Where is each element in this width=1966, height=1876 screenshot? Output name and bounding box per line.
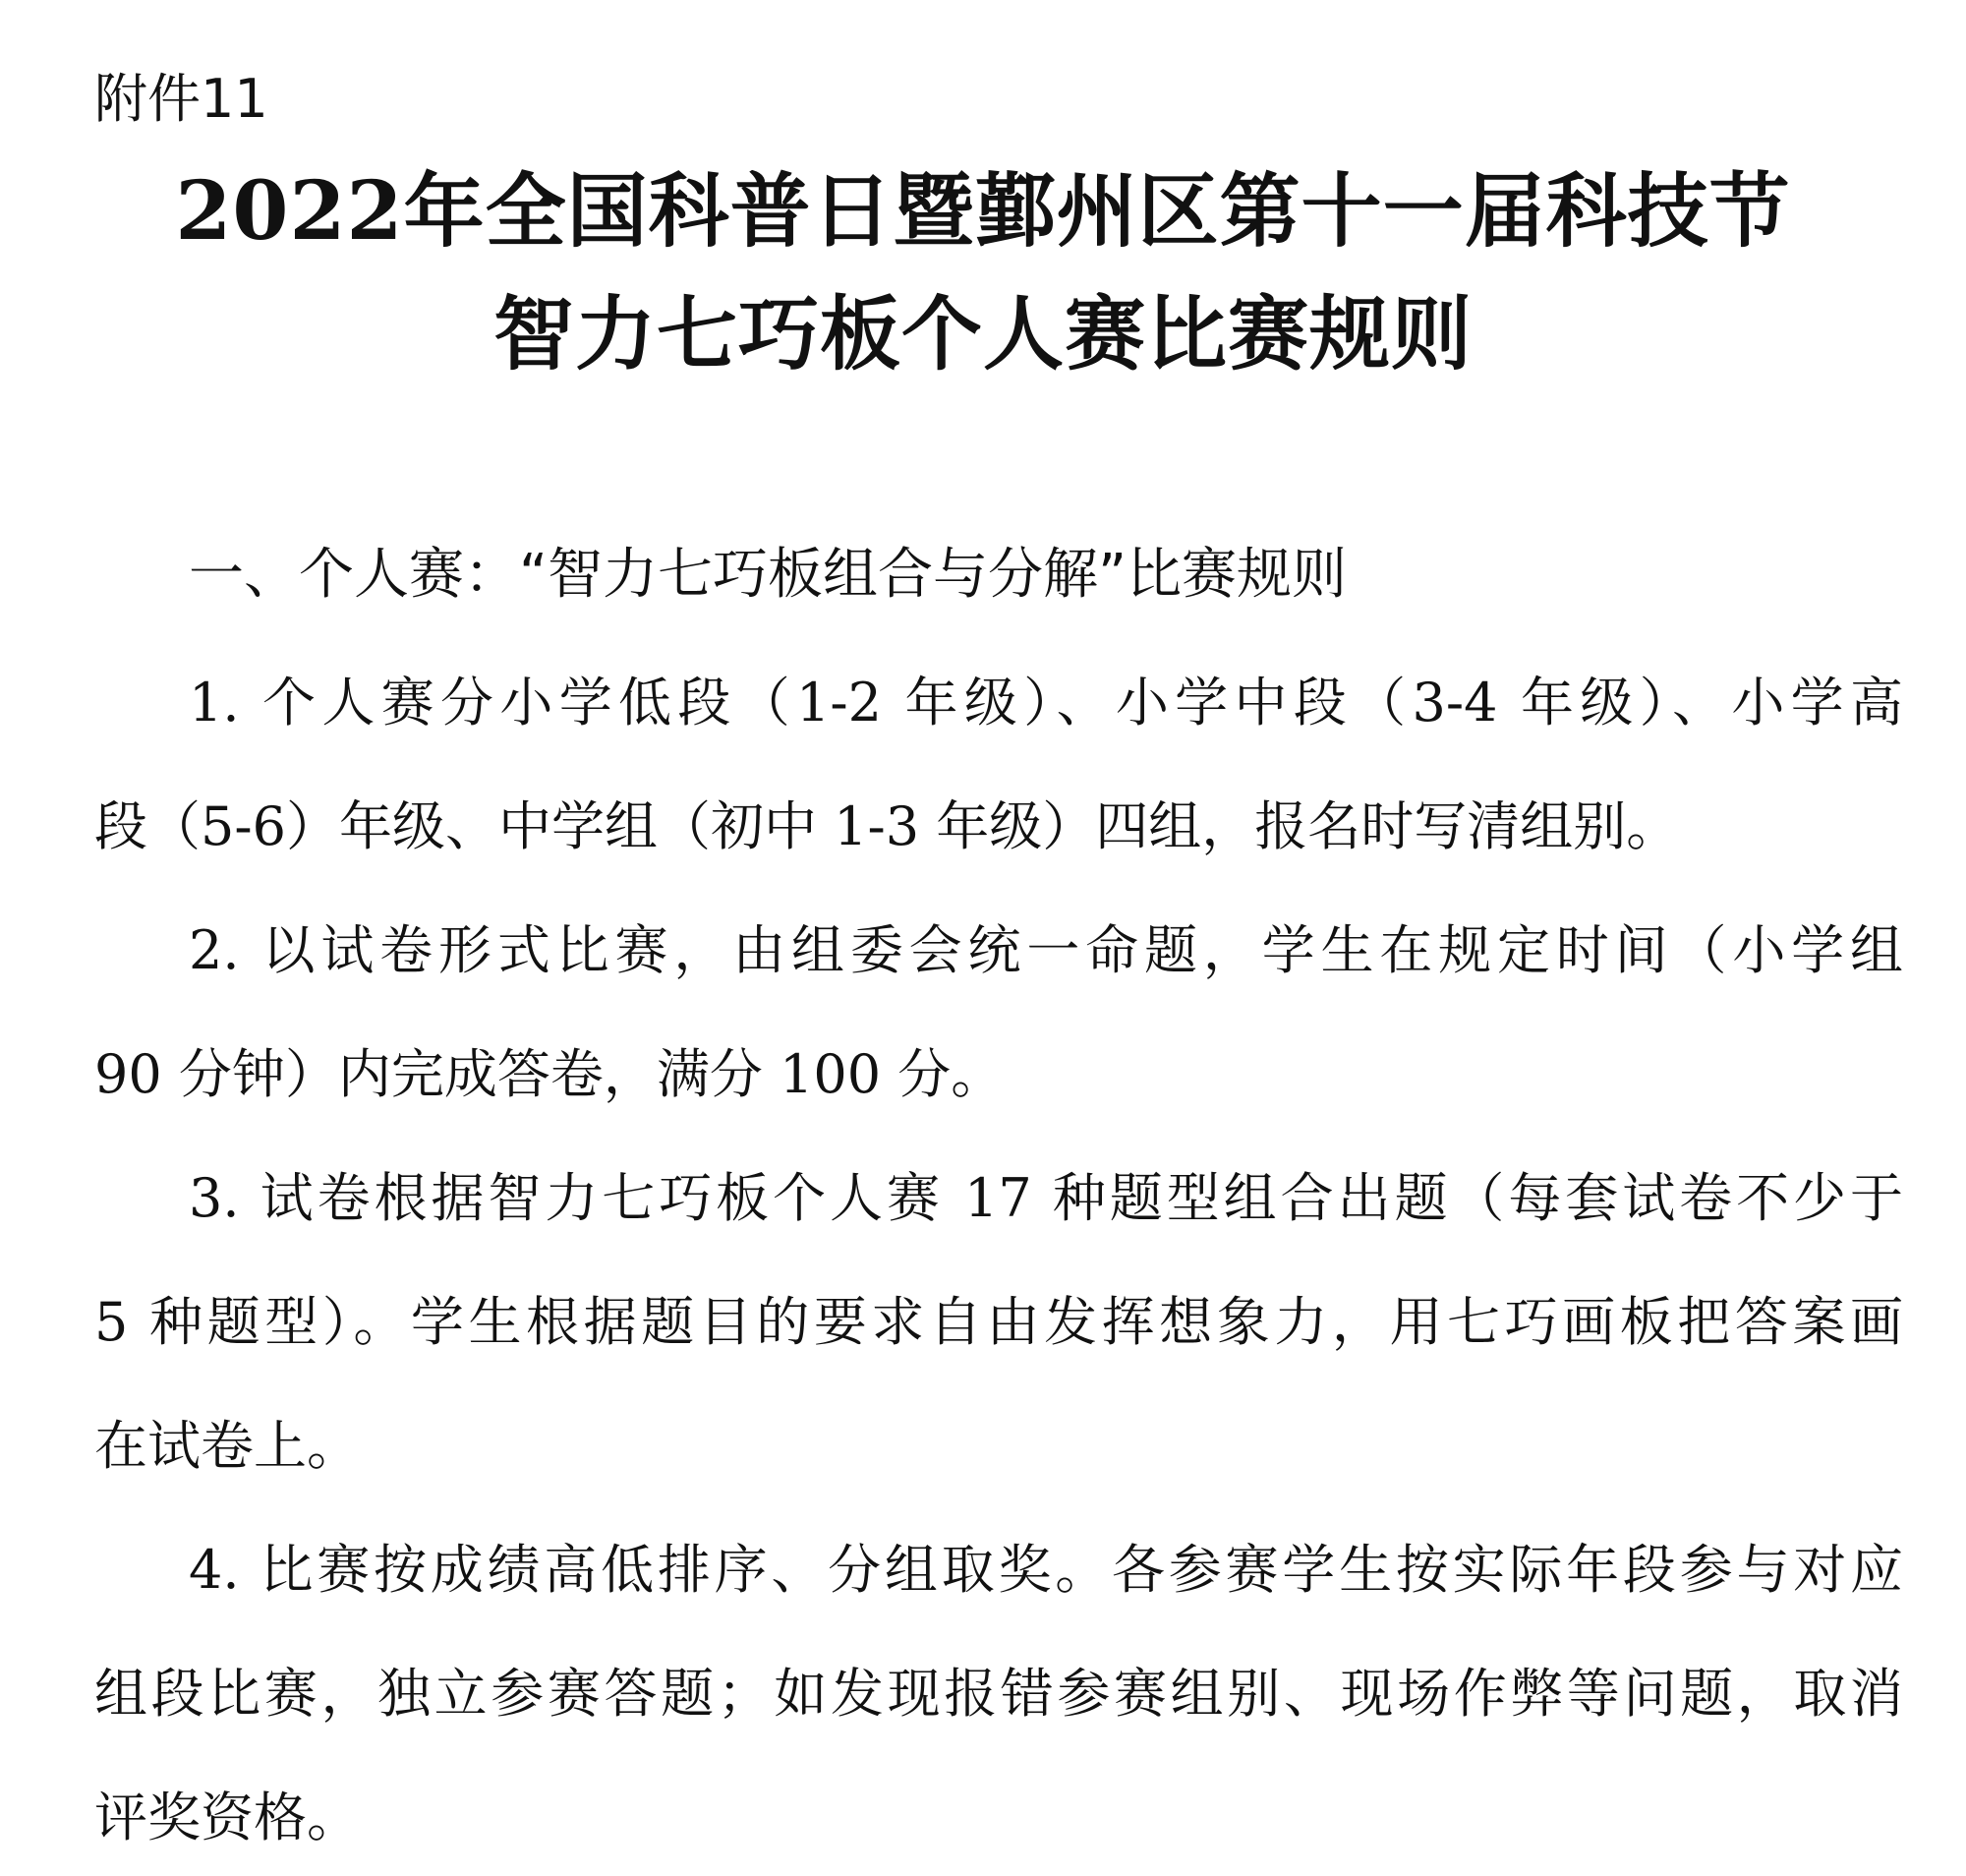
- paragraph-3-line-2: 5 种题型）。学生根据题目的要求自由发挥想象力，用七巧画板把答案画: [94, 1291, 1903, 1353]
- paragraph-4-line-3: 评奖资格。: [94, 1787, 360, 1848]
- paragraph-2-line-1: 2. 以试卷形式比赛，由组委会统一命题，学生在规定时间（小学组: [189, 919, 1903, 981]
- attachment-label: 附件11: [94, 68, 268, 130]
- document-title-line-1: 2022年全国科普日暨鄞州区第十一届科技节: [175, 164, 1791, 259]
- paragraph-4-line-1: 4. 比赛按成绩高低排序、分组取奖。各参赛学生按实际年段参与对应: [189, 1539, 1903, 1601]
- paragraph-3-line-1: 3. 试卷根据智力七巧板个人赛 17 种题型组合出题（每套试卷不少于: [189, 1167, 1903, 1229]
- document-title-line-2: 智力七巧板个人赛比赛规则: [492, 287, 1473, 381]
- paragraph-1-line-2: 段（5-6）年级、中学组（初中 1-3 年级）四组，报名时写清组别。: [94, 795, 1680, 857]
- paragraph-1-line-1: 1. 个人赛分小学低段（1-2 年级）、小学中段（3-4 年级）、小学高: [189, 672, 1903, 733]
- section-heading: 一、个人赛：“智力七巧板组合与分解”比赛规则: [189, 543, 1348, 607]
- paragraph-3-line-3: 在试卷上。: [94, 1415, 360, 1477]
- paragraph-4-line-2: 组段比赛，独立参赛答题；如发现报错参赛组别、现场作弊等问题，取消: [94, 1663, 1903, 1725]
- paragraph-2-line-2: 90 分钟）内完成答卷，满分 100 分。: [94, 1043, 1005, 1105]
